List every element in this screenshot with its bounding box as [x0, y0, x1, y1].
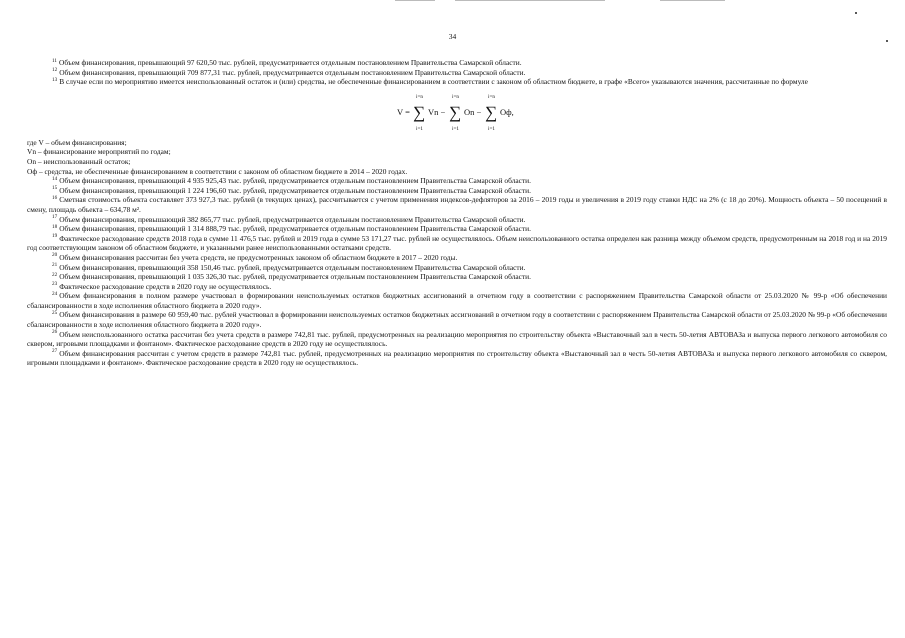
footnote-text: Объем финансирования рассчитан с учетом средств в размере 742,81 тыс. рублей, предусмотренных на реализацию мероприятия по строительству объекта «Выставочный зал в честь 50-летия АВТОВАЗа и выпуска первого легкового автомобиля со сквером, игровыми площадками и фонтаном». Фактическое расходование средств в 2020 году не осуществлялось. — [27, 348, 887, 368]
footnote-number: 27 — [52, 348, 58, 355]
sum-lower-limit: i=1 — [488, 125, 495, 132]
scan-speck — [855, 12, 857, 14]
sum-upper-limit: i=n — [488, 93, 495, 100]
footnote — [27, 253, 887, 263]
footnote — [27, 282, 887, 292]
footnote — [27, 176, 887, 186]
footnote-number: 17 — [52, 214, 58, 221]
footnote-text: Объем финансирования в полном размере участвовал в формировании неиспользуемых остатков бюджетных ассигнований в отчетном году в соответствии с распоряжением Правительства Самарской области от 25.03.2020 № 99-р «Об обеспечении сбалансированности в ходе исполнения областного бюджета в 2020 году». — [27, 291, 887, 310]
footnote-number: 11 — [52, 57, 57, 64]
formula-term: On − — [464, 106, 482, 117]
footnote — [27, 195, 887, 214]
footnote — [27, 349, 887, 368]
footnote-text: Объем финансирования, превышающий 358 150,46 тыс. рублей, предусматривается отдельным постановлением Правительства Самарской области. — [59, 262, 526, 272]
sum-upper-limit: i=n — [416, 93, 423, 100]
footnote-text: Фактическое расходование средств в 2020 году не осуществлялось. — [59, 281, 272, 291]
footnote-text: В случае если по мероприятию имеется неиспользованный остаток и (или) средства, не обеспеченные финансированием в соответствии с законом об областном бюджете, в графе «Всего» указываются значения, рассчитанные по формуле — [59, 77, 808, 87]
scan-top-edge — [395, 0, 435, 1]
footnote-text: Объем финансирования, превышающий 709 877,31 тыс. рублей, предусматривается отдельным постановлением Правительства Самарской области. — [59, 67, 526, 77]
footnote — [27, 215, 887, 225]
footnote-number: 13 — [52, 76, 58, 83]
footnote-number: 20 — [52, 252, 58, 259]
footnote-number: 21 — [52, 262, 58, 268]
sigma-icon: ∑ — [485, 102, 498, 122]
footnote — [27, 291, 887, 310]
formula — [27, 90, 887, 134]
footnote — [27, 263, 887, 273]
sum-upper-limit: i=n — [452, 93, 459, 100]
footnote — [27, 77, 887, 87]
footnote-text: Объем финансирования, превышающий 97 620,50 тыс. рублей, предусматривается отдельным постановлением Правительства Самарской области. — [59, 58, 522, 67]
footnote-number: 15 — [52, 185, 58, 192]
footnote — [27, 58, 887, 68]
formula-lhs: V = — [397, 106, 410, 117]
scan-top-edge — [455, 0, 605, 1]
scan-top-edge — [660, 0, 725, 1]
footnote-number: 18 — [52, 223, 58, 230]
footnote-text: Фактическое расходование средств 2018 года в сумме 11 476,5 тыс. рублей и 2019 года в сумме 53 171,27 тыс. рублей не осуществлялось. Объем неиспользованного остатка определен как разница между объемом средств, предусмотренным на 2018 год и на 2019 год соответствующим законом об областном бюджете, и указанными ранее неиспользованными остатками средств. — [27, 233, 887, 253]
footnote — [27, 68, 887, 78]
footnote-text: Объем финансирования, превышающий 1 314 888,79 тыс. рублей, предусматривается отдельным постановлением Правительства Самарской области. — [59, 224, 531, 234]
footnote-number: 26 — [52, 329, 58, 336]
formula-term: Oф, — [500, 106, 514, 117]
definition-line: On – неиспользованный остаток; — [27, 156, 131, 166]
footnote-text: Объем финансирования, превышающий 1 035 326,30 тыс. рублей, предусматривается отдельным постановлением Правительства Самарской области. — [59, 272, 531, 282]
sum-lower-limit: i=1 — [416, 125, 423, 132]
page-number: 34 — [448, 32, 457, 41]
definition-line: где V – объем финансирования; — [27, 137, 127, 147]
footnote — [27, 310, 887, 329]
footnote-text: Объем финансирования, превышающий 1 224 196,60 тыс. рублей, предусматривается отдельным постановлением Правительства Самарской области. — [59, 185, 531, 195]
footnote — [27, 224, 887, 234]
footnote-text: Сметная стоимость объекта составляет 373 927,3 тыс. рублей (в текущих ценах), рассчитывается с учетом применения индексов-дефляторов за 2016 – 2019 годы и увеличения в 2019 году ставки НДС на 2% (с 18 до 20%). Мощность объекта – 50 посещений в смену, площадь объекта – 634,78 м². — [27, 195, 887, 214]
footnote-number: 22 — [52, 271, 58, 278]
footnote — [27, 186, 887, 196]
footnote-number: 24 — [52, 290, 58, 297]
footnote-number: 19 — [52, 233, 58, 240]
formula-term: Vn − — [428, 106, 446, 117]
sigma-icon: ∑ — [413, 102, 426, 122]
definition-line: Oф – средства, не обеспеченные финансированием в соответствии с законом об областном бюджете в 2014 – 2020 годах. — [27, 166, 408, 176]
footnote-number: 14 — [52, 175, 58, 182]
footnote-text: Объем финансирования, превышающий 382 865,77 тыс. рублей, предусматривается отдельным постановлением Правительства Самарской области. — [59, 214, 526, 224]
sum-lower-limit: i=1 — [452, 125, 459, 132]
footnote-number: 16 — [52, 194, 58, 201]
footnote-number: 12 — [52, 67, 58, 74]
footnote-text: Объем неиспользованного остатка рассчитан без учета средств в размере 742,81 тыс. рублей, предусмотренных на реализацию мероприятия по строительству объекта «Выставочный зал в честь 50-летия АВТОВАЗа и выпуска первого легкового автомобиля со сквером, игровыми площадками и фонтаном». Фактическое расходование средств в 2020 году не осуществлялось. — [27, 329, 887, 349]
footnote-number: 23 — [52, 281, 58, 288]
sigma-icon: ∑ — [449, 102, 462, 122]
footnote-number: 25 — [52, 309, 58, 316]
footnotes-body — [27, 58, 887, 368]
footnote-text: Объем финансирования, превышающий 4 935 925,43 тыс. рублей, предусматривается отдельным постановлением Правительства Самарской области. — [59, 176, 531, 186]
footnote — [27, 272, 887, 282]
definition-line: Vn – финансирование мероприятий по годам; — [27, 147, 171, 157]
footnote-text: Объем финансирования в размере 60 959,40 тыс. рублей участвовал в формировании неиспользуемых остатков бюджетных ассигнований в отчетном году в соответствии с распоряжением Правительства Самарской области от 25.03.2020 № 99-р «Об обеспечении сбалансированности в ходе исполнения областного бюджета в 2020 году». — [27, 310, 887, 330]
footnote — [27, 234, 887, 253]
footnote-text: Объем финансирования рассчитан без учета средств, не предусмотренных законом об областном бюджете в 2017 – 2020 годы. — [59, 252, 458, 262]
footnote — [27, 330, 887, 349]
